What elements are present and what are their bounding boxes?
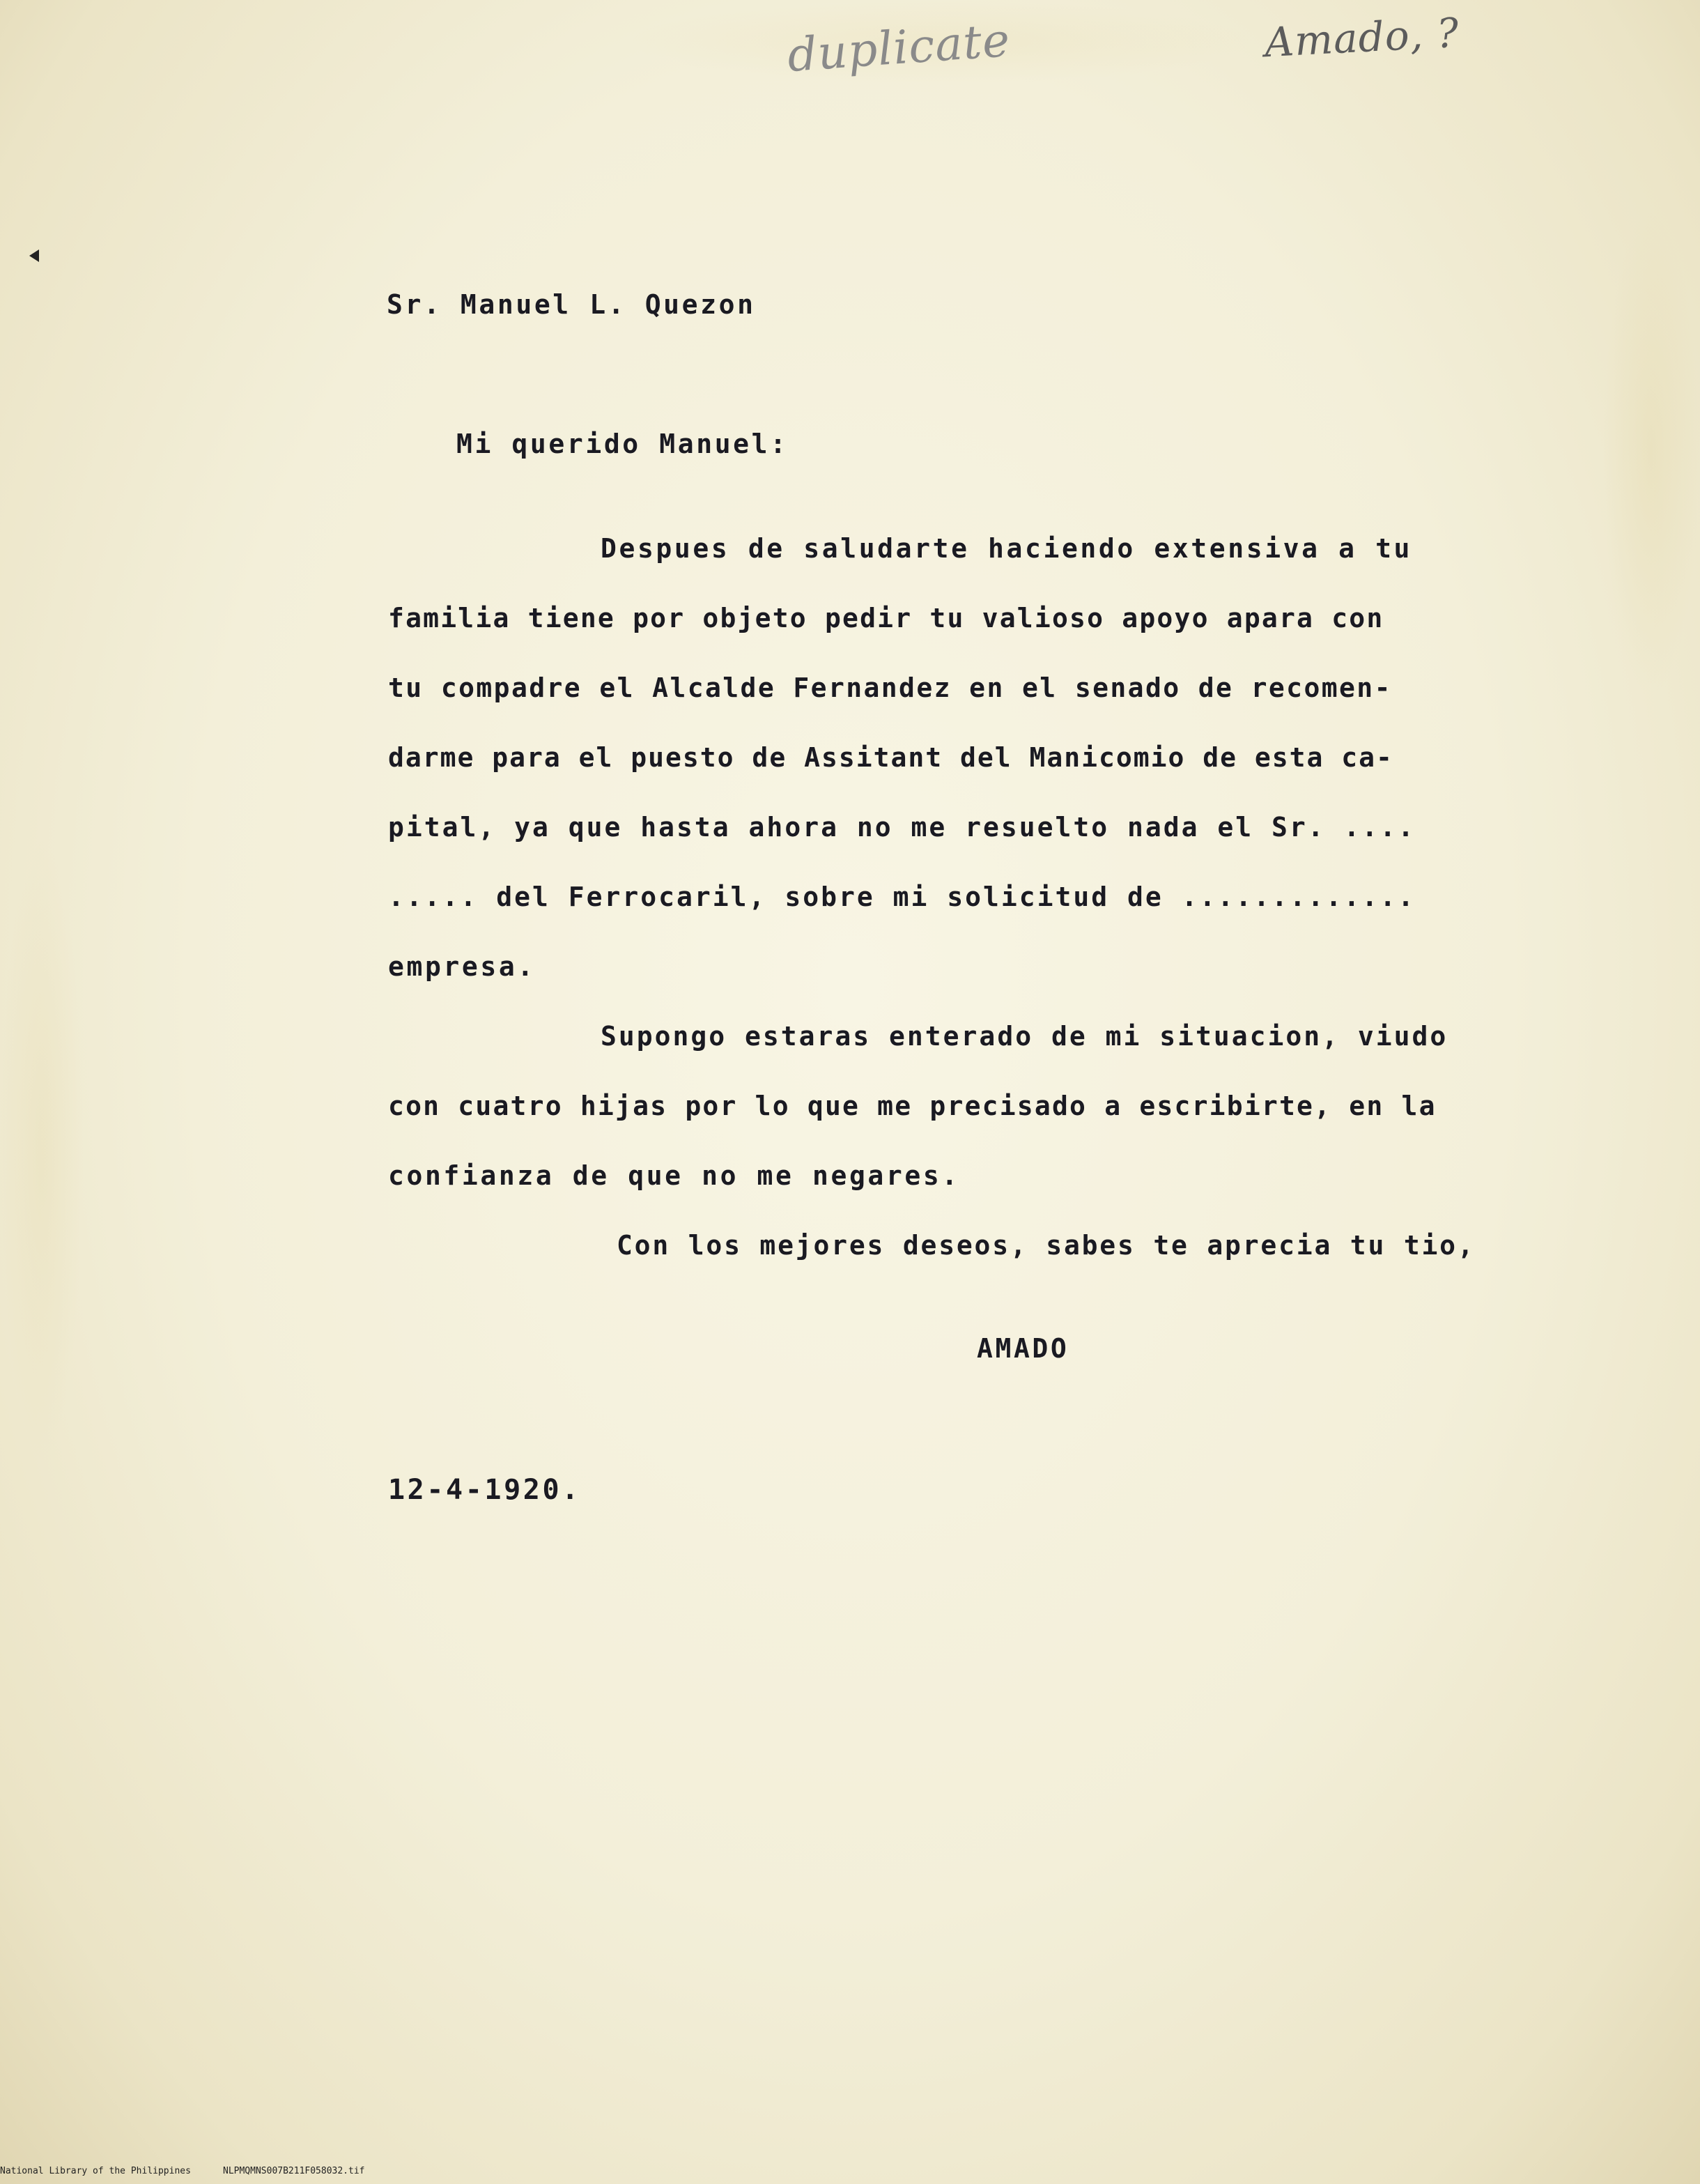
letter-date: 12-4-1920. — [388, 1474, 581, 1506]
letter-line: Despues de saludarte haciendo extensiva a tu — [601, 533, 1413, 564]
letter-line: tu compadre el Alcalde Fernandez en el senado de recomen- — [388, 672, 1392, 703]
salutation: Mi querido Manuel: — [456, 429, 789, 459]
letter-line: Supongo estaras enterado de mi situacion, viudo — [601, 1021, 1448, 1052]
margin-arrow-icon — [29, 249, 39, 262]
paper-stain — [1602, 209, 1700, 697]
paper-stain — [0, 836, 84, 1463]
letter-line: pital, ya que hasta ahora no me resuelto nada el Sr. .... — [388, 812, 1416, 843]
handwritten-duplicate-note: duplicate — [785, 13, 1012, 83]
handwritten-author-note: Amado, ? — [1263, 8, 1461, 67]
closing-line: Con los mejores deseos, sabes te aprecia tu tio, — [617, 1230, 1476, 1261]
letter-line: empresa. — [388, 951, 536, 982]
letter-line: darme para el puesto de Assitant del Manicomio de esta ca- — [388, 742, 1393, 773]
letter-line: familia tiene por objeto pedir tu valioso apoyo apara con — [388, 603, 1384, 633]
signature: AMADO — [977, 1333, 1069, 1364]
letter-line: ..... del Ferrocaril, sobre mi solicitud de ............. — [388, 882, 1416, 912]
footer-filename: NLPMQMNS007B211F058032.tif — [223, 2166, 365, 2176]
letter-line: con cuatro hijas por lo que me precisado a escribirte, en la — [388, 1091, 1437, 1121]
footer-library: National Library of the Philippines — [0, 2166, 191, 2176]
addressee: Sr. Manuel L. Quezon — [387, 289, 756, 320]
letter-line: confianza de que no me negares. — [388, 1160, 960, 1191]
